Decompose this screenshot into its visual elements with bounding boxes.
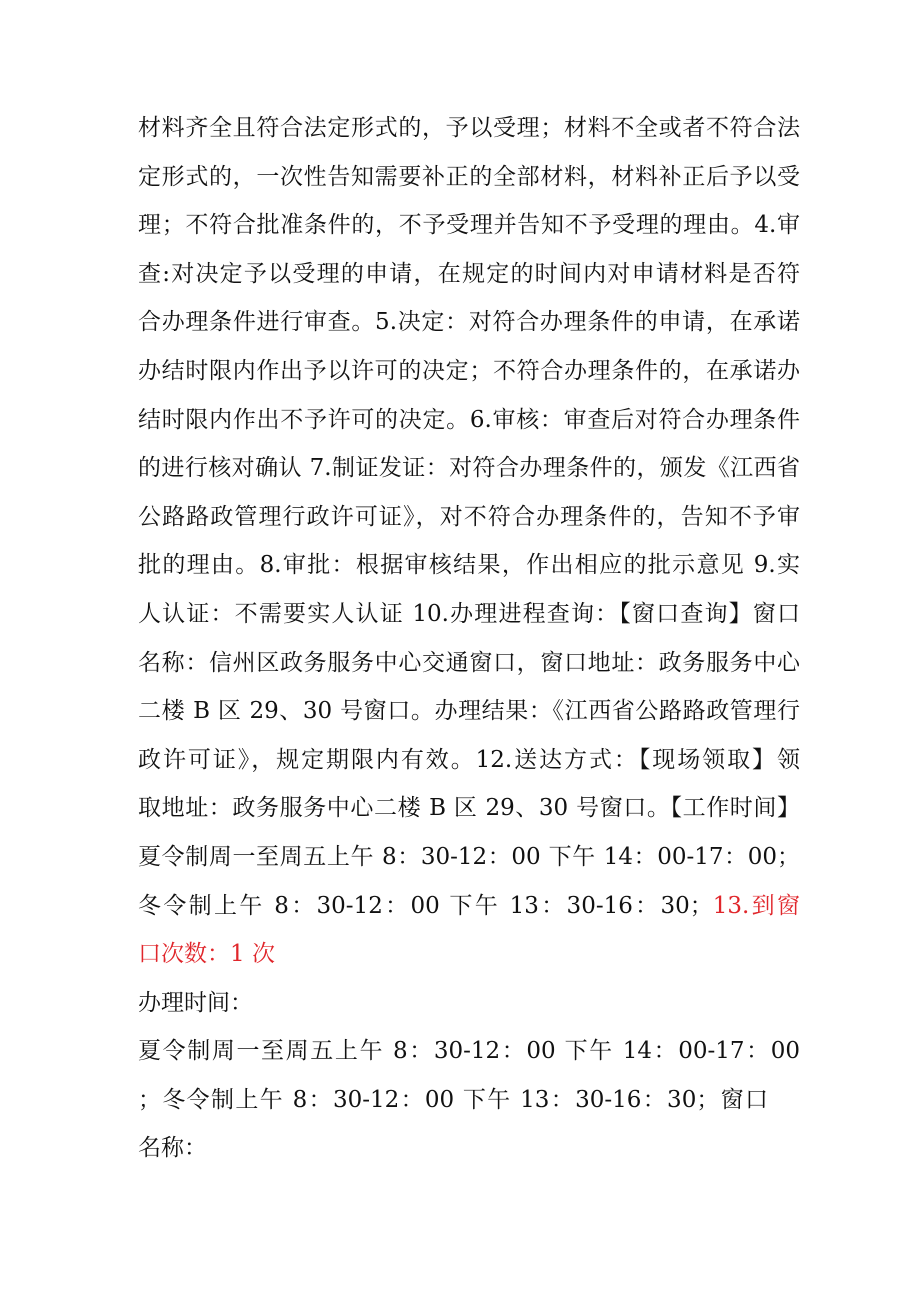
paragraph-line: 理；不符合批准条件的，不予受理并告知不予受理的理由。4.审 xyxy=(138,212,800,238)
paragraph-line: 人认证：不需要实人认证 10.办理进程查询：【窗口查询】窗口 xyxy=(138,601,800,627)
paragraph-line: 合办理条件进行审查。5.决定：对符合办理条件的申请，在承诺 xyxy=(138,309,800,335)
paragraph-line: 取地址：政务服务中心二楼 B 区 29、30 号窗口。【工作时间】 xyxy=(138,795,800,821)
paragraph-line: 二楼 B 区 29、30 号窗口。办理结果：《江西省公路路政管理行 xyxy=(138,698,800,724)
winter-hours-text: 冬令制上午 8：30-12：00 下午 13：30-16：30； xyxy=(138,893,713,919)
paragraph-line: 结时限内作出不予许可的决定。6.审核：审查后对符合办理条件 xyxy=(138,407,800,433)
paragraph-line: 公路路政管理行政许可证》，对不符合办理条件的，告知不予审 xyxy=(138,504,800,530)
paragraph-line: 政许可证》，规定期限内有效。12.送达方式：【现场领取】领 xyxy=(138,747,800,773)
paragraph-line: 批的理由。8.审批：根据审核结果，作出相应的批示意见 9.实 xyxy=(138,552,800,578)
paragraph-line xyxy=(138,882,800,930)
paragraph-line: 定形式的，一次性告知需要补正的全部材料，材料补正后予以受 xyxy=(138,164,800,190)
visit-count-highlight: 13.到窗 xyxy=(712,893,801,919)
hours-label: 办理时间： xyxy=(138,990,253,1016)
visit-count-highlight-cont: 口次数：1 次 xyxy=(138,941,275,967)
window-name-label: 名称： xyxy=(138,1135,207,1161)
paragraph-line: 材料齐全且符合法定形式的，予以受理；材料不全或者不符合法 xyxy=(138,115,800,141)
hours-line: ；冬令制上午 8：30-12：00 下午 13：30-16：30；窗口 xyxy=(138,1087,768,1113)
paragraph-line: 查:对决定予以受理的申请，在规定的时间内对申请材料是否符 xyxy=(138,261,800,287)
hours-line: 夏令制周一至周五上午 8：30-12：00 下午 14：00-17：00 xyxy=(138,1038,800,1064)
paragraph-line: 办结时限内作出予以许可的决定；不符合办理条件的，在承诺办 xyxy=(138,358,800,384)
paragraph-line: 名称：信州区政务服务中心交通窗口，窗口地址：政务服务中心 xyxy=(138,650,800,676)
paragraph-line: 夏令制周一至周五上午 8：30-12：00 下午 14：00-17：00； xyxy=(138,844,800,870)
paragraph-line: 的进行核对确认 7.制证发证：对符合办理条件的，颁发《江西省 xyxy=(138,455,800,481)
